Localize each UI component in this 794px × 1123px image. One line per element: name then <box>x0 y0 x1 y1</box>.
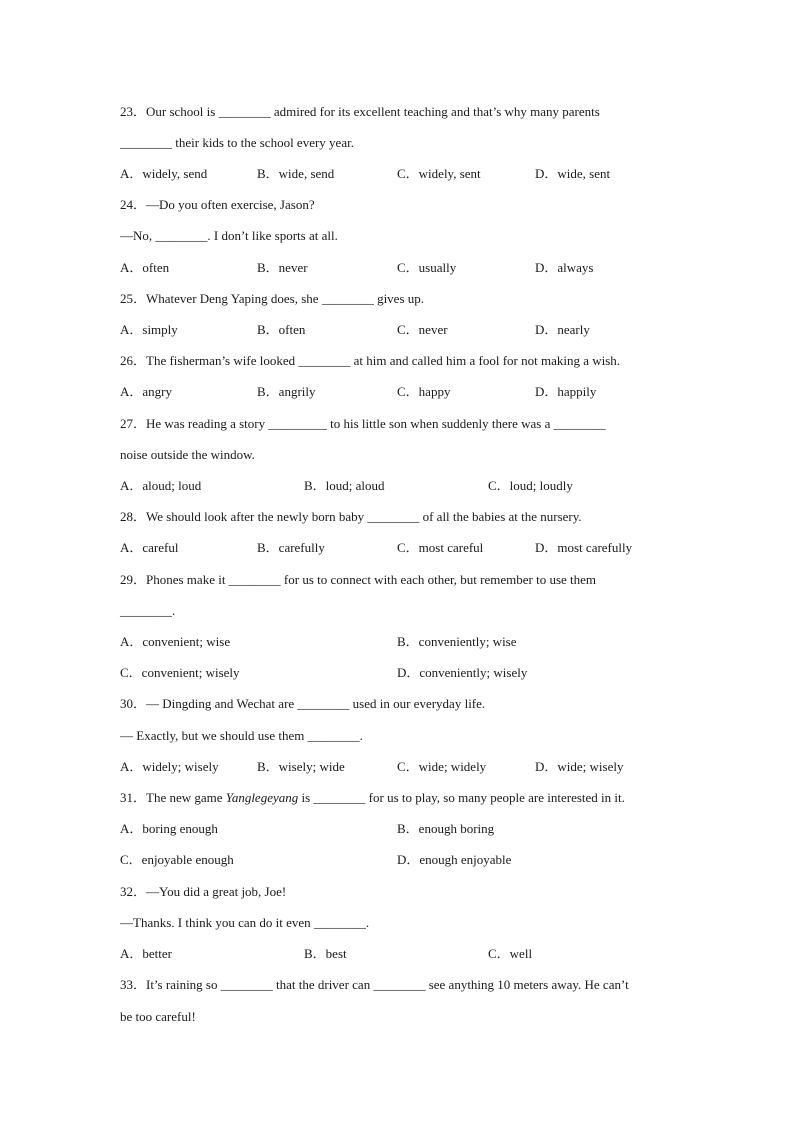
q26-option-a[interactable]: A．angry <box>120 384 172 399</box>
q24-option-d[interactable]: D．always <box>535 260 594 275</box>
q31-option-d[interactable]: D．enough enjoyable <box>397 852 512 867</box>
q23-option-c[interactable]: C．widely, sent <box>397 166 481 181</box>
q27-option-c[interactable]: C．loud; loudly <box>488 478 573 493</box>
q24-option-c[interactable]: C．usually <box>397 260 457 275</box>
q28-option-c[interactable]: C．most careful <box>397 540 484 555</box>
q31-game-title: Yanglegeyang <box>225 790 299 805</box>
q31-option-c[interactable]: C．enjoyable enough <box>120 852 234 867</box>
q31-option-a[interactable]: A．boring enough <box>120 821 218 836</box>
q28-option-b[interactable]: B．carefully <box>257 540 325 555</box>
q24-option-b[interactable]: B．never <box>257 260 308 275</box>
q32-stem-line2: —Thanks. I think you can do it even ________. <box>120 915 370 930</box>
q26-option-d[interactable]: D．happily <box>535 384 597 399</box>
q24-option-a[interactable]: A．often <box>120 260 170 275</box>
q25-stem-line1: 25．Whatever Deng Yaping does, she ________ gives up. <box>120 291 425 306</box>
q32-option-c[interactable]: C．well <box>488 946 533 961</box>
q25-option-d[interactable]: D．nearly <box>535 322 590 337</box>
q29-option-a[interactable]: A．convenient; wise <box>120 634 231 649</box>
q25-option-a[interactable]: A．simply <box>120 322 178 337</box>
q29-option-d[interactable]: D．conveniently; wisely <box>397 665 528 680</box>
q26-option-b[interactable]: B．angrily <box>257 384 316 399</box>
q25-option-b[interactable]: B．often <box>257 322 306 337</box>
q29-stem-line2: ________. <box>120 603 176 618</box>
q30-stem-line1: 30．— Dingding and Wechat are ________ used in our everyday life. <box>120 696 486 711</box>
q26-stem-line1: 26．The fisherman’s wife looked ________ at him and called him a fool for not making a wish. <box>120 353 621 368</box>
q25-option-c[interactable]: C．never <box>397 322 448 337</box>
q31-stem-pre: 31．The new game <box>120 790 226 805</box>
q28-option-d[interactable]: D．most carefully <box>535 540 633 555</box>
q30-option-d[interactable]: D．wide; wisely <box>535 759 624 774</box>
q27-option-b[interactable]: B．loud; aloud <box>304 478 385 493</box>
q23-option-a[interactable]: A．widely, send <box>120 166 208 181</box>
q30-option-a[interactable]: A．widely; wisely <box>120 759 219 774</box>
q31-stem-line1 <box>120 790 625 806</box>
q32-option-a[interactable]: A．better <box>120 946 172 961</box>
q28-option-a[interactable]: A．careful <box>120 540 179 555</box>
q31-stem-post: is ________ for us to play, so many people are interested in it. <box>298 790 625 805</box>
q29-stem-line1: 29．Phones make it ________ for us to connect with each other, but remember to use them <box>120 572 597 587</box>
q29-option-c[interactable]: C．convenient; wisely <box>120 665 240 680</box>
q33-stem-line1: 33．It’s raining so ________ that the driver can ________ see anything 10 meters away. He can’t <box>120 977 629 992</box>
q23-stem-line1: 23．Our school is ________ admired for its excellent teaching and that’s why many parents <box>120 104 600 119</box>
q32-stem-line1: 32．—You did a great job, Joe! <box>120 884 287 899</box>
q24-stem-line2: —No, ________. I don’t like sports at all. <box>120 228 338 243</box>
q24-stem-line1: 24．—Do you often exercise, Jason? <box>120 197 315 212</box>
q23-stem-line2: ________ their kids to the school every year. <box>120 135 354 150</box>
q23-option-b[interactable]: B．wide, send <box>257 166 335 181</box>
q28-stem-line1: 28．We should look after the newly born baby ________ of all the babies at the nursery. <box>120 509 582 524</box>
q31-option-b[interactable]: B．enough boring <box>397 821 495 836</box>
q30-stem-line2: — Exactly, but we should use them ________. <box>120 728 363 743</box>
q27-stem-line2: noise outside the window. <box>120 447 255 462</box>
q23-option-d[interactable]: D．wide, sent <box>535 166 611 181</box>
q27-stem-line1: 27．He was reading a story _________ to his little son when suddenly there was a ________ <box>120 416 606 431</box>
q26-option-c[interactable]: C．happy <box>397 384 451 399</box>
q29-option-b[interactable]: B．conveniently; wise <box>397 634 517 649</box>
q33-stem-line2: be too careful! <box>120 1009 196 1024</box>
q32-option-b[interactable]: B．best <box>304 946 347 961</box>
q27-option-a[interactable]: A．aloud; loud <box>120 478 202 493</box>
q30-option-c[interactable]: C．wide; widely <box>397 759 487 774</box>
q30-option-b[interactable]: B．wisely; wide <box>257 759 345 774</box>
